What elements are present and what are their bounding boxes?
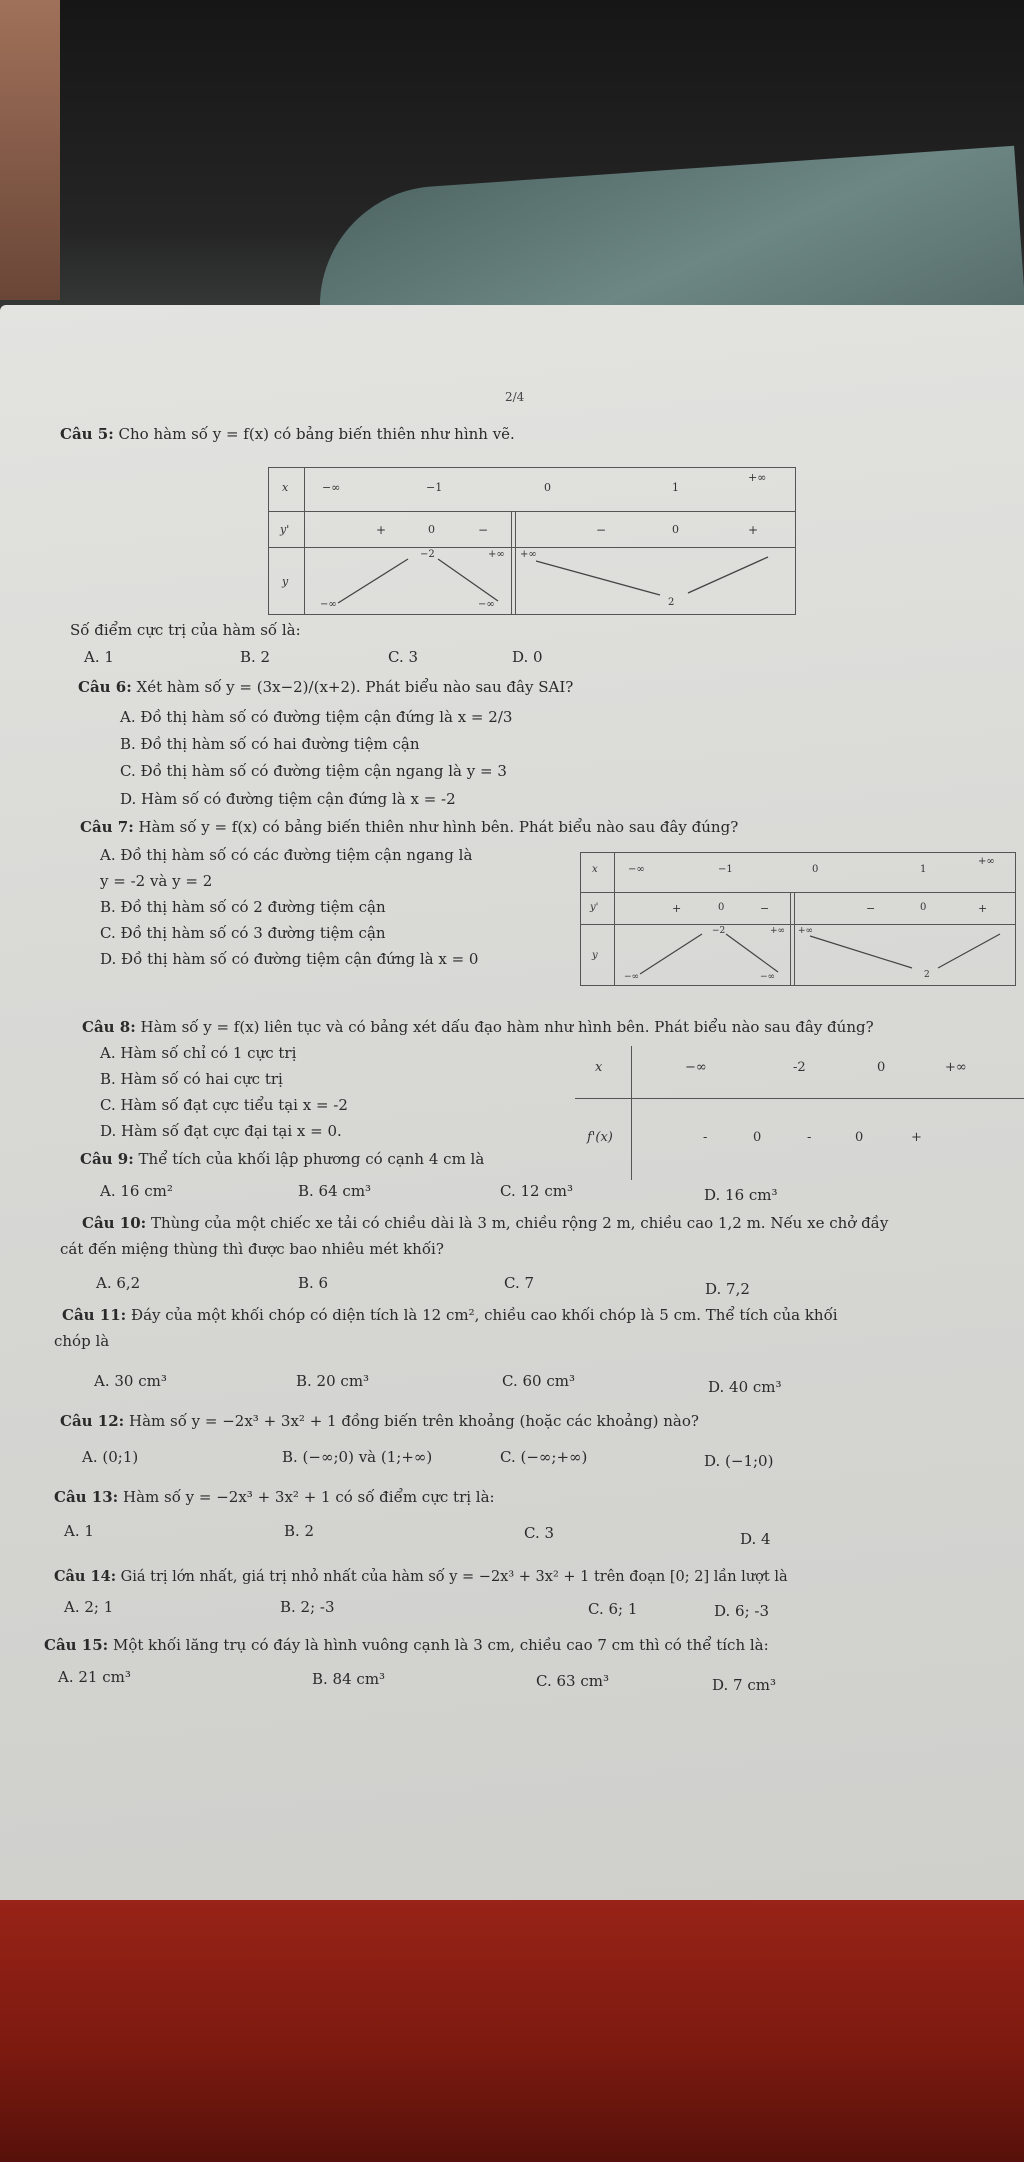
q5-x-val: +∞ [748, 471, 767, 484]
q9-text: Thể tích của khối lập phương có cạnh 4 cm là [138, 1150, 485, 1168]
q5-sign: + [376, 523, 387, 537]
q5-y-val: −∞ [478, 599, 495, 610]
q5-y-val: −2 [420, 549, 435, 560]
q7-x-val: 1 [920, 864, 927, 875]
q10-label: Câu 10: [82, 1214, 147, 1232]
q8-x-val: 0 [877, 1060, 886, 1075]
q7-sign: − [760, 902, 770, 915]
q11-answer-c: C. 60 cm³ [502, 1372, 575, 1390]
q7-x-val: −1 [718, 864, 733, 875]
q7-sign: + [672, 902, 682, 915]
q7-x-val: −∞ [628, 864, 645, 875]
q7-variation-arrows [580, 924, 1016, 986]
q5-zero: 0 [672, 523, 679, 536]
q7-y-val: −∞ [760, 972, 776, 982]
q8-fx-label: f'(x) [587, 1130, 613, 1145]
q5-y-val: +∞ [520, 549, 537, 560]
q8-answer-d: D. Hàm số đạt cực đại tại x = 0. [100, 1122, 342, 1140]
q13-answer-d: D. 4 [740, 1530, 771, 1548]
q9-label: Câu 9: [80, 1150, 134, 1168]
q5-x-val: −1 [426, 481, 443, 494]
q14-line [54, 1568, 788, 1585]
q14-answer-a: A. 2; 1 [64, 1598, 114, 1616]
q8-sign-table [575, 1046, 1024, 1180]
background-corner [0, 0, 60, 300]
q7-answer-a: A. Đồ thị hàm số có các đường tiệm cận ngang là [100, 846, 473, 864]
q10-text: Thùng của một chiếc xe tải có chiều dài là 3 m, chiều rộng 2 m, chiều cao 1,2 m. Nếu xe chở đầy [150, 1214, 889, 1232]
q14-text: Giá trị lớn nhất, giá trị nhỏ nhất của hàm số y = −2x³ + 3x² + 1 trên đoạn [0; 2] lần lượt là [120, 1569, 788, 1585]
q8-answer-c: C. Hàm số đạt cực tiểu tại x = -2 [100, 1096, 348, 1114]
q5-y-val: −∞ [320, 599, 337, 610]
q13-text: Hàm số y = −2x³ + 3x² + 1 có số điểm cực trị là: [122, 1488, 495, 1506]
q7-answer-c: C. Đồ thị hàm số có 3 đường tiệm cận [100, 924, 386, 942]
q5-variation-table [268, 467, 796, 615]
q7-answer-d: D. Đồ thị hàm số có đường tiệm cận đứng là x = 0 [100, 950, 479, 968]
q8-zero: 0 [753, 1130, 762, 1145]
q14-answer-c: C. 6; 1 [588, 1600, 638, 1618]
q10-answer-d: D. 7,2 [705, 1280, 750, 1298]
q11-label: Câu 11: [62, 1306, 127, 1324]
page-number: 2/4 [505, 390, 525, 404]
q11-answer-a: A. 30 cm³ [94, 1372, 167, 1390]
q9-answer-b: B. 64 cm³ [298, 1182, 372, 1200]
q5-sign: − [596, 523, 607, 537]
q8-answer-a: A. Hàm số chỉ có 1 cực trị [100, 1044, 297, 1062]
q13-answer-a: A. 1 [64, 1522, 94, 1540]
q11-answer-d: D. 40 cm³ [708, 1378, 782, 1396]
q11-line [62, 1306, 838, 1324]
q8-x-val: −∞ [685, 1060, 707, 1075]
q7-text: Hàm số y = f(x) có bảng biến thiên như hình bên. Phát biểu nào sau đây đúng? [138, 818, 739, 836]
q12-answer-d: D. (−1;0) [704, 1452, 774, 1470]
q8-sign: - [807, 1130, 812, 1145]
q15-answer-a: A. 21 cm³ [58, 1668, 131, 1686]
q9-answer-a: A. 16 cm² [100, 1182, 173, 1200]
q5-x-val: 1 [672, 481, 679, 494]
q5-sign: + [748, 523, 759, 537]
q6-line [78, 678, 573, 696]
q10-line [82, 1214, 888, 1232]
q5-zero: 0 [428, 523, 435, 536]
q12-line [60, 1412, 699, 1430]
q7-dy-label: y' [590, 902, 599, 913]
background-red [0, 1880, 1024, 2162]
q7-line [80, 818, 738, 836]
q10-text-cont: cát đến miệng thùng thì được bao nhiêu mét khối? [60, 1240, 444, 1258]
q10-answer-b: B. 6 [298, 1274, 329, 1292]
q10-answer-c: C. 7 [504, 1274, 535, 1292]
q7-y-val: +∞ [770, 926, 786, 936]
q5-y-val: +∞ [488, 549, 505, 560]
q7-answer-b: B. Đồ thị hàm số có 2 đường tiệm cận [100, 898, 386, 916]
q7-y-val: 2 [924, 970, 930, 980]
q5-y-label: y [282, 575, 289, 588]
q8-x-label: x [595, 1060, 603, 1075]
q9-answer-d: D. 16 cm³ [704, 1186, 778, 1204]
q5-x-val: 0 [544, 481, 551, 494]
q14-answer-b: B. 2; -3 [280, 1598, 335, 1616]
q11-answer-b: B. 20 cm³ [296, 1372, 370, 1390]
q7-label: Câu 7: [80, 818, 134, 836]
q5-answer-c: C. 3 [388, 648, 419, 666]
q7-zero: 0 [718, 902, 725, 913]
q6-label: Câu 6: [78, 678, 132, 696]
q12-label: Câu 12: [60, 1412, 125, 1430]
q5-sign: − [478, 523, 489, 537]
q7-y-label: y [592, 950, 598, 961]
q12-answer-b: B. (−∞;0) và (1;+∞) [282, 1448, 433, 1466]
q7-x-label: x [592, 864, 598, 875]
q14-label: Câu 14: [54, 1568, 117, 1585]
q7-y-val: −∞ [624, 972, 640, 982]
q7-variation-table [580, 852, 1016, 986]
q15-line [44, 1636, 769, 1654]
q13-answer-b: B. 2 [284, 1522, 315, 1540]
q8-x-val: +∞ [945, 1060, 967, 1075]
q5-label: Câu 5: [60, 425, 114, 443]
q5-answer-d: D. 0 [512, 648, 543, 666]
q15-answer-b: B. 84 cm³ [312, 1670, 386, 1688]
q8-line [82, 1018, 874, 1036]
q8-label: Câu 8: [82, 1018, 136, 1036]
q8-text: Hàm số y = f(x) liên tục và có bảng xét dấu đạo hàm như hình bên. Phát biểu nào sau đây đúng? [140, 1018, 874, 1036]
q8-sign: - [703, 1130, 708, 1145]
q10-answer-a: A. 6,2 [96, 1274, 141, 1292]
q7-x-val: +∞ [978, 856, 995, 867]
q5-variation-arrows [268, 547, 796, 615]
q5-dy-label: y' [280, 523, 290, 536]
q8-answer-b: B. Hàm số có hai cực trị [100, 1070, 283, 1088]
q5-x-label: x [282, 481, 289, 494]
q13-label: Câu 13: [54, 1488, 119, 1506]
q5-text: Cho hàm số y = f(x) có bảng biến thiên như hình vẽ. [118, 425, 515, 443]
q15-answer-d: D. 7 cm³ [712, 1676, 776, 1694]
q6-answer-d: D. Hàm số có đường tiệm cận đứng là x = -2 [120, 790, 456, 808]
q15-label: Câu 15: [44, 1636, 109, 1654]
q7-zero: 0 [920, 902, 927, 913]
q8-zero: 0 [855, 1130, 864, 1145]
q6-answer-c: C. Đồ thị hàm số có đường tiệm cận ngang là y = 3 [120, 762, 507, 780]
q13-line [54, 1488, 495, 1506]
q14-answer-d: D. 6; -3 [714, 1602, 770, 1620]
q5-answer-b: B. 2 [240, 648, 271, 666]
q9-answer-c: C. 12 cm³ [500, 1182, 573, 1200]
q7-y-val: −2 [712, 926, 726, 936]
q5-y-val: 2 [668, 597, 675, 608]
q5-question: Số điểm cực trị của hàm số là: [70, 621, 301, 639]
q15-text: Một khối lăng trụ có đáy là hình vuông cạnh là 3 cm, chiều cao 7 cm thì có thể tích là: [112, 1636, 769, 1654]
q8-x-val: -2 [793, 1060, 806, 1075]
q7-y-val: +∞ [798, 926, 814, 936]
q12-answer-c: C. (−∞;+∞) [500, 1448, 588, 1466]
q7-answer-a-cont: y = -2 và y = 2 [100, 872, 213, 890]
q15-answer-c: C. 63 cm³ [536, 1672, 609, 1690]
q5-line [60, 425, 515, 443]
q11-text-cont: chóp là [54, 1332, 110, 1350]
q11-text: Đáy của một khối chóp có diện tích là 12 cm², chiều cao khối chóp là 5 cm. Thể tích của khối [130, 1306, 838, 1324]
q7-sign: + [978, 902, 988, 915]
q6-answer-b: B. Đồ thị hàm số có hai đường tiệm cận [120, 735, 420, 753]
q12-answer-a: A. (0;1) [82, 1448, 139, 1466]
q6-text: Xét hàm số y = (3x−2)/(x+2). Phát biểu nào sau đây SAI? [136, 678, 574, 696]
q12-text: Hàm số y = −2x³ + 3x² + 1 đồng biến trên khoảng (hoặc các khoảng) nào? [128, 1412, 699, 1430]
q6-answer-a: A. Đồ thị hàm số có đường tiệm cận đứng là x = 2/3 [120, 708, 513, 726]
q8-sign: + [911, 1130, 922, 1145]
q7-sign: − [866, 902, 876, 915]
q7-x-val: 0 [812, 864, 819, 875]
q9-line [80, 1150, 484, 1168]
q5-x-val: −∞ [322, 481, 341, 494]
q5-answer-a: A. 1 [84, 648, 114, 666]
q13-answer-c: C. 3 [524, 1524, 555, 1542]
